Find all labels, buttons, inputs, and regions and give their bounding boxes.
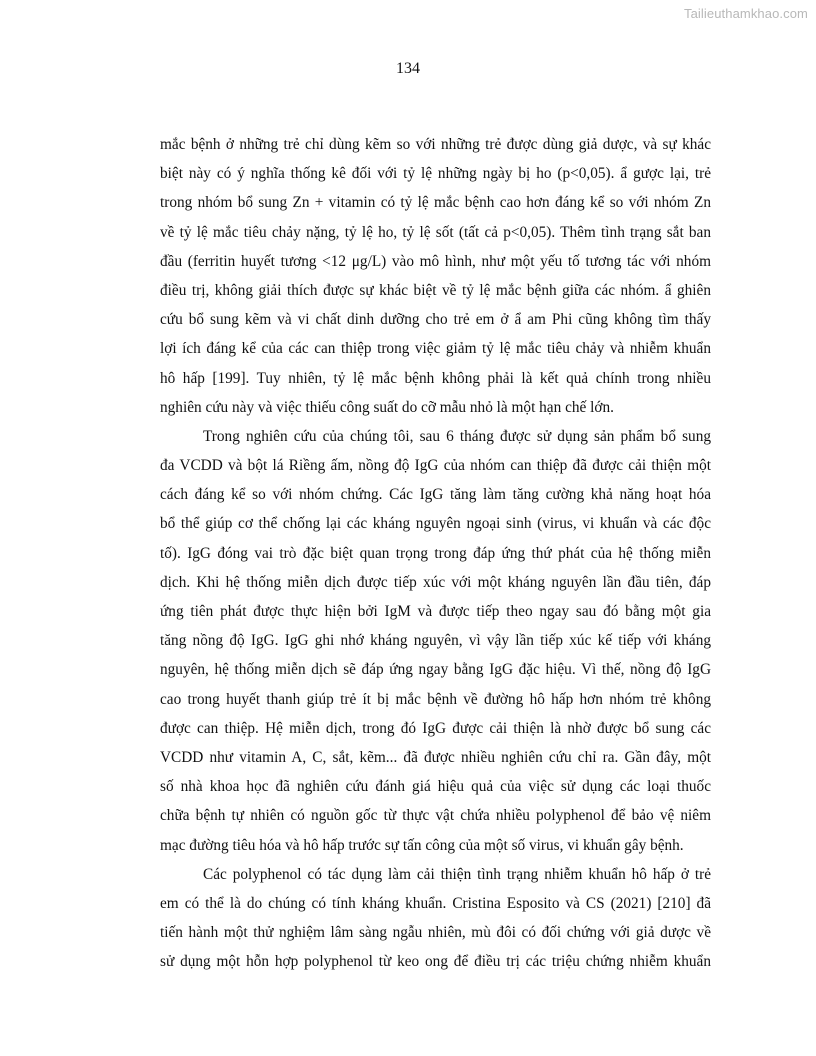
body-text [160, 130, 711, 976]
text-line: VCDD như vitamin A, C, sắt, kẽm... đã được nhiều nghiên cứu chỉ ra. Gần đây, một [160, 748, 711, 766]
text-line: biệt này có ý nghĩa thống kê đối với tỷ lệ những ngày bị ho (p<0,05). ẩ gược lại, trẻ [160, 165, 711, 183]
paragraph-2 [160, 422, 711, 860]
text-line: được can thiệp. Hệ miễn dịch, trong đó IgG được cải thiện là nhờ được bổ sung các [160, 719, 711, 737]
text-line: chữa bệnh tự nhiên có nguồn gốc từ thực vật chứa nhiều polyphenol để bảo vệ niêm [160, 807, 711, 825]
text-line: hô hấp [199]. Tuy nhiên, tỷ lệ mắc bệnh không phải là kết quả chính trong nhiều [160, 369, 711, 387]
text-line: mạc đường tiêu hóa và hô hấp trước sự tấn công của một số virus, vi khuẩn gây bệnh. [160, 836, 684, 854]
text-line: đầu (ferritin huyết tương <12 μg/L) vào mô hình, như một yếu tố tương tác với nhóm [160, 252, 711, 270]
text-line: lợi ích đáng kể của các can thiệp trong việc giảm tỷ lệ mắc tiêu chảy và nhiễm khuẩn [160, 340, 711, 358]
text-line: số nhà khoa học đã nghiên cứu đánh giá hiệu quả của việc sử dụng các loại thuốc [160, 778, 711, 796]
text-line: mắc bệnh ở những trẻ chỉ dùng kẽm so với những trẻ được dùng giả dược, và sự khác [160, 136, 711, 153]
paragraph-1 [160, 130, 711, 422]
text-line: cứu bổ sung kẽm và vi chất dinh dưỡng cho trẻ em ở ẩ am Phi cũng không tìm thấy [160, 311, 711, 329]
text-line: điều trị, không giải thích được sự khác biệt về tỷ lệ mắc bệnh giữa các nhóm. ẩ ghiên [160, 281, 711, 299]
text-line: tiến hành một thử nghiệm lâm sàng ngẫu nhiên, mù đôi có đối chứng với giả dược về [160, 924, 711, 942]
text-line: dịch. Khi hệ thống miễn dịch được tiếp xúc với một kháng nguyên lần đầu tiên, đáp [160, 573, 711, 591]
text-line: nguyên, hệ thống miễn dịch sẽ đáp ứng ngay bằng IgG đặc hiệu. Vì thế, nồng độ IgG [160, 661, 711, 679]
text-line: em có thể là do chúng có tính kháng khuẩn. Cristina Esposito và CS (2021) [210] đã [160, 894, 711, 912]
text-line: cách đáng kể so với nhóm chứng. Các IgG tăng làm tăng cường khả năng hoạt hóa [160, 486, 711, 504]
text-line: tố). IgG đóng vai trò đặc biệt quan trọng trong đáp ứng thứ phát của hệ thống miễn [160, 544, 711, 562]
text-line: tăng nồng độ IgG. IgG ghi nhớ kháng nguyên, vì vậy lần tiếp xúc kế tiếp với kháng [160, 632, 711, 650]
text-line: bổ thể giúp cơ thể chống lại các kháng nguyên ngoại sinh (virus, vi khuẩn và các độc [160, 515, 711, 533]
text-line: ứng tiên phát được thực hiện bởi IgM và được tiếp theo ngay sau đó bằng một gia [160, 603, 711, 620]
text-line: nghiên cứu này và việc thiếu công suất do cỡ mẫu nhỏ là một hạn chế lớn. [160, 398, 614, 416]
text-line: cao trong huyết thanh giúp trẻ ít bị mắc bệnh về đường hô hấp hơn nhóm trẻ không [160, 690, 711, 708]
watermark: Tailieuthamkhao.com [683, 6, 808, 21]
page-number: 134 [396, 60, 420, 77]
text-line: đa VCDD và bột lá Riềng ấm, nồng độ IgG của nhóm can thiệp đã được cải thiện một [160, 457, 711, 475]
text-line: sử dụng một hỗn hợp polyphenol từ keo ong để điều trị các triệu chứng nhiễm khuẩn [160, 953, 711, 971]
text-line: Các polyphenol có tác dụng làm cải thiện tình trạng nhiễm khuẩn hô hấp ở trẻ [203, 865, 711, 883]
text-line: Trong nghiên cứu của chúng tôi, sau 6 tháng được sử dụng sản phẩm bổ sung [203, 427, 711, 445]
text-line: trong nhóm bổ sung Zn + vitamin có tỷ lệ mắc bệnh cao hơn đáng kể so với nhóm Zn [160, 194, 711, 212]
text-line: về tỷ lệ mắc tiêu chảy nặng, tỷ lệ ho, tỷ lệ sốt (tất cả p<0,05). Thêm tình trạng sắt ban [160, 223, 711, 241]
paragraph-3 [160, 860, 711, 977]
